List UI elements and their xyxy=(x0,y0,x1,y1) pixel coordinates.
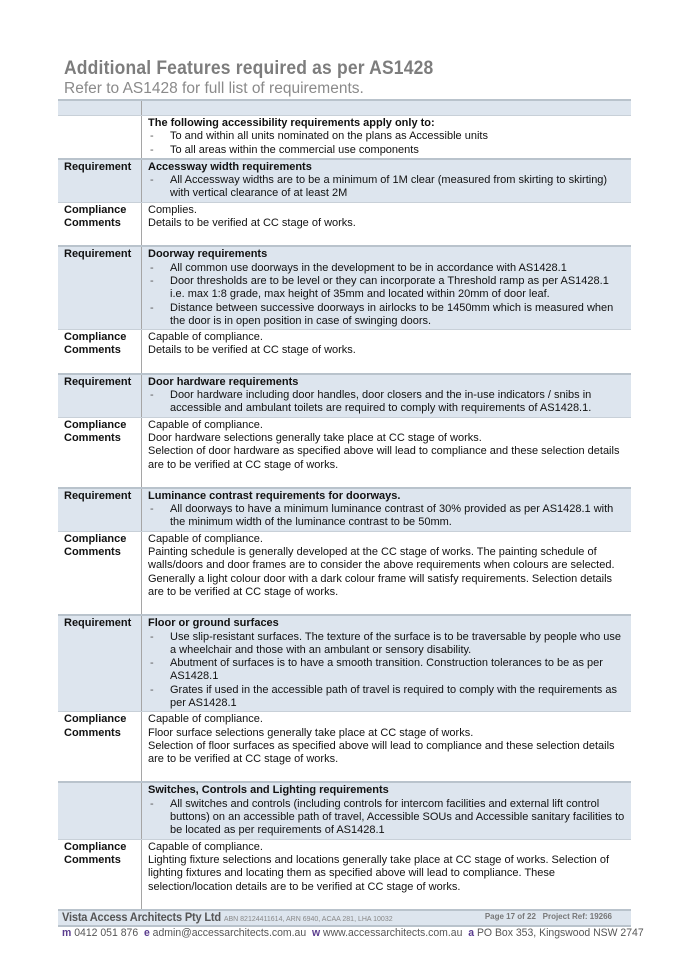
requirement-content xyxy=(142,247,631,329)
compliance-label-line2: Comments xyxy=(64,217,121,230)
compliance-text: Capable of compliance. xyxy=(148,840,263,853)
compliance-content xyxy=(142,203,631,246)
compliance-text: Capable of compliance. xyxy=(148,331,263,344)
compliance-label xyxy=(58,840,142,909)
compliance-label-line2: Comments xyxy=(64,546,121,559)
bullet-text: To all areas within the commercial use components xyxy=(170,143,419,156)
spacer xyxy=(148,472,625,486)
email-link[interactable]: admin@accessarchitects.com.au xyxy=(152,927,307,939)
compliance-text: Floor surface selections generally take place at CC stage of works. xyxy=(148,726,474,739)
website-key: w xyxy=(311,927,321,939)
requirement-label: Requirement xyxy=(58,489,142,531)
intro-row xyxy=(58,116,631,158)
compliance-content xyxy=(142,532,631,614)
dash: - xyxy=(150,503,154,516)
page-number: Page 17 of 22 xyxy=(484,912,536,921)
list-item xyxy=(148,302,625,329)
dash: - xyxy=(150,630,154,643)
header-label-cell xyxy=(58,101,142,115)
bullet-text: Distance between successive doorways in airlocks to be 1450mm which is measured when the door is in open position in case of swinging doors. xyxy=(170,301,614,327)
compliance-label-line1: Compliance xyxy=(64,840,127,853)
dash: - xyxy=(150,143,154,156)
compliance-content xyxy=(142,330,631,373)
intro-heading: The following accessibility requirements apply only to: xyxy=(148,117,435,129)
compliance-label-line1: Compliance xyxy=(64,203,127,216)
header-content-cell xyxy=(142,101,631,115)
intro-content xyxy=(142,116,631,158)
page-title: Additional Features required as per AS1428 xyxy=(64,58,434,79)
compliance-label xyxy=(58,712,142,781)
footer-contact-line xyxy=(62,927,644,939)
compliance-label-line1: Compliance xyxy=(64,418,127,431)
compliance-label xyxy=(58,203,142,246)
requirement-row xyxy=(58,487,631,531)
requirement-heading: Switches, Controls and Lighting requirements xyxy=(148,784,389,797)
compliance-label-line2: Comments xyxy=(64,726,121,739)
requirement-label-empty xyxy=(58,783,142,838)
requirement-content xyxy=(142,375,631,417)
compliance-text: Selection of floor surfaces as specified above will lead to compliance and these selection details are to be verified at CC stage of works. xyxy=(148,739,615,766)
list-item xyxy=(148,657,625,684)
compliance-row xyxy=(58,329,631,373)
compliance-text: Door hardware selections generally take place at CC stage of works. xyxy=(148,431,482,444)
spacer xyxy=(148,358,625,372)
bullet-text: All common use doorways in the development to be in accordance with AS1428.1 xyxy=(170,261,567,274)
requirement-content xyxy=(142,783,631,838)
requirement-heading: Doorway requirements xyxy=(148,248,268,261)
compliance-label xyxy=(58,418,142,487)
table-header-row xyxy=(58,99,631,116)
requirement-content xyxy=(142,489,631,531)
compliance-text: Selection of door hardware as specified above will lead to compliance and these selection details are to be verified at CC stage of works. xyxy=(148,445,620,471)
dash: - xyxy=(150,174,154,187)
requirement-row xyxy=(58,614,631,711)
compliance-row xyxy=(58,711,631,781)
list-item xyxy=(148,262,625,275)
bullet-text: To and within all units nominated on the plans as Accessible units xyxy=(170,130,488,143)
compliance-text: Lighting fixture selections and locations generally take place at CC stage of works. Selection of lighting fixtures and locating them as specified above will lead to compliance. These selection/location details are to be verified at CC stage of works. xyxy=(148,853,610,893)
requirement-content xyxy=(142,160,631,202)
project-ref: Project Ref: 19266 xyxy=(542,912,612,921)
requirement-heading: Accessway width requirements xyxy=(148,160,312,173)
dash: - xyxy=(150,389,154,402)
spacer xyxy=(148,894,625,908)
page-subtitle: Refer to AS1428 for full list of requirements. xyxy=(64,80,364,97)
compliance-row xyxy=(58,531,631,614)
dash: - xyxy=(150,130,154,143)
list-item xyxy=(148,275,625,302)
compliance-text: Details to be verified at CC stage of works. xyxy=(148,217,356,230)
requirement-label: Requirement xyxy=(58,375,142,417)
postal-address: PO Box 353, Kingswood NSW 2747 xyxy=(476,927,644,939)
list-item xyxy=(148,631,625,658)
requirement-row xyxy=(58,158,631,202)
compliance-content xyxy=(142,840,631,909)
requirement-row xyxy=(58,245,631,329)
mobile-key: m xyxy=(62,927,72,939)
list-item xyxy=(148,503,625,530)
compliance-label xyxy=(58,532,142,614)
email-key: e xyxy=(143,927,150,939)
dash: - xyxy=(150,274,154,287)
list-item xyxy=(148,798,625,838)
spacer xyxy=(148,766,625,780)
requirement-heading: Floor or ground surfaces xyxy=(148,617,279,630)
compliance-content xyxy=(142,712,631,781)
page-info xyxy=(485,912,612,921)
mobile-number: 0412 051 876 xyxy=(74,927,139,939)
bullet-text: Use slip-resistant surfaces. The texture of the surface is to be traversable by people who use a wheelchair and those with an ambulant or sensory disability. xyxy=(170,630,622,656)
bullet-text: Door hardware including door handles, door closers and the in-use indicators / snibs in accessible and ambulant toilets are required to comply with requirements of AS1428.1. xyxy=(170,389,592,415)
dash: - xyxy=(150,657,154,670)
requirements-table xyxy=(58,99,631,927)
compliance-row xyxy=(58,417,631,487)
compliance-label-line2: Comments xyxy=(64,344,121,357)
bullet-text: All switches and controls (including controls for intercom facilities and external lift control buttons) on an accessible path of travel, Accessible SOUs and Accessible sanitary facilities to be located as per requirements of AS1428.1 xyxy=(170,797,625,837)
compliance-text: Capable of compliance. xyxy=(148,713,263,726)
spacer xyxy=(148,599,625,613)
requirement-label: Requirement xyxy=(58,247,142,329)
compliance-row xyxy=(58,839,631,909)
compliance-text: Painting schedule is generally developed at the CC stage of works. The painting schedule of walls/doors and door frames are to consider the above requirements when colours are selected. Generally a light colour door with a dark colour frame will satisfy requirements. Selection details are to be verified at CC stage of works. xyxy=(148,546,615,598)
footer-company-line xyxy=(62,910,622,924)
bullet-text: Door thresholds are to be level or they can incorporate a Threshold ramp as per AS1428.1 i.e. max 1:8 grade, max height of 35mm and located within 20mm of door leaf. xyxy=(170,274,609,301)
list-item xyxy=(148,174,625,201)
requirement-label: Requirement xyxy=(58,160,142,202)
company-name: Vista Access Architects Pty Ltd xyxy=(62,910,221,924)
requirement-row xyxy=(58,373,631,417)
address-key: a xyxy=(468,927,475,939)
website-link[interactable]: www.accessarchitects.com.au xyxy=(323,927,463,939)
dash: - xyxy=(150,261,154,274)
dash: - xyxy=(150,797,154,810)
compliance-label-line2: Comments xyxy=(64,853,121,866)
requirement-label: Requirement xyxy=(58,616,142,711)
compliance-content xyxy=(142,418,631,487)
requirement-row xyxy=(58,781,631,838)
requirement-heading: Door hardware requirements xyxy=(148,375,299,388)
compliance-label-line2: Comments xyxy=(64,431,121,444)
list-item xyxy=(148,389,625,416)
dash: - xyxy=(150,683,154,696)
requirement-content xyxy=(142,616,631,711)
compliance-row xyxy=(58,202,631,246)
bullet-text: All doorways to have a minimum luminance contrast of 30% provided as per AS1428.1 with the minimum width of the luminance contrast to be 50mm. xyxy=(170,503,614,529)
list-item xyxy=(148,130,625,143)
spacer xyxy=(148,230,625,244)
bullet-text: Grates if used in the accessible path of travel is required to comply with the requirements as per AS1428.1 xyxy=(170,683,617,709)
compliance-text: Complies. xyxy=(148,203,197,216)
compliance-label xyxy=(58,330,142,373)
compliance-text: Capable of compliance. xyxy=(148,532,263,545)
requirement-heading: Luminance contrast requirements for doorways. xyxy=(148,489,401,502)
bullet-text: All Accessway widths are to be a minimum of 1M clear (measured from skirting to skirting) with vertical clearance of at least 2M xyxy=(170,174,608,200)
company-registration: ABN 82124411614, ARN 6940, ACAA 281, LHA 10032 xyxy=(223,916,393,923)
bullet-text: Abutment of surfaces is to have a smooth transition. Construction tolerances to be as per AS1428.1 xyxy=(170,657,603,683)
intro-label-cell xyxy=(58,116,142,158)
compliance-label-line1: Compliance xyxy=(64,713,127,726)
dash: - xyxy=(150,301,154,314)
list-item xyxy=(148,684,625,711)
compliance-label-line1: Compliance xyxy=(64,532,127,545)
compliance-text: Capable of compliance. xyxy=(148,418,263,431)
list-item xyxy=(148,144,625,157)
compliance-label-line1: Compliance xyxy=(64,331,127,344)
compliance-text: Details to be verified at CC stage of works. xyxy=(148,344,356,357)
